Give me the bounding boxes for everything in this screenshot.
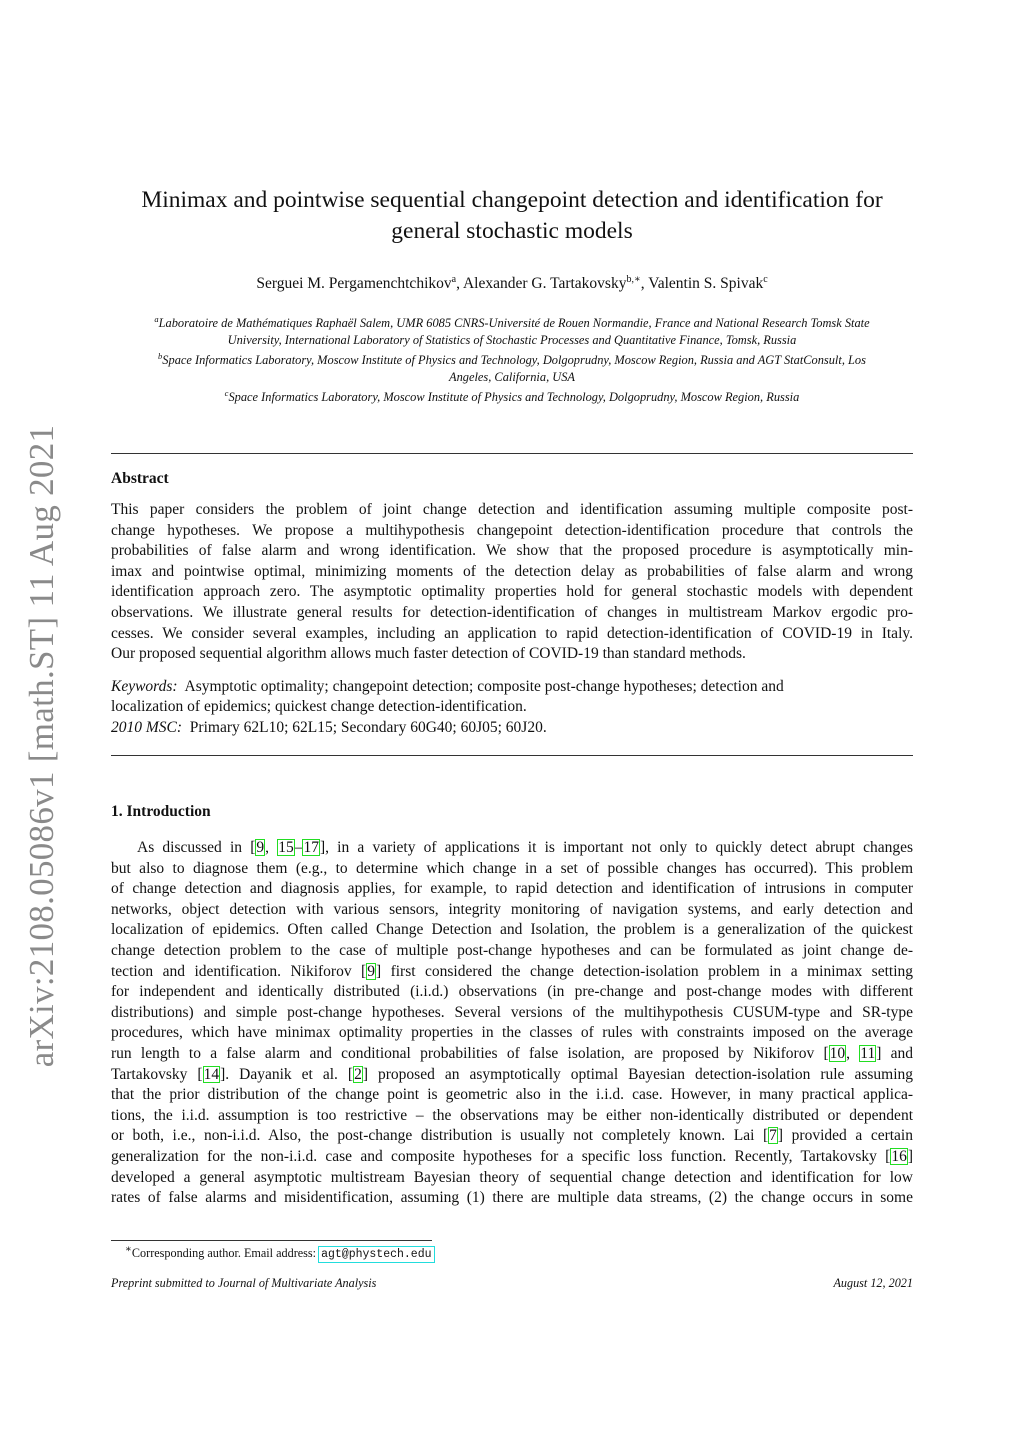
abstract-line: change hypotheses. We propose a multihypothesis changepoint detection-identification procedure that controls the (111, 521, 913, 539)
section-heading-introduction: 1. Introduction (111, 803, 211, 820)
introduction-line: run length to a false alarm and conditional probabilities of false isolation, are proposed by Nikiforov [10, 11] and (111, 1044, 914, 1062)
introduction-line: As discussed in [9, 15–17], in a variety of applications it is important not only to quickly detect abrupt changes (137, 839, 914, 856)
abstract-heading: Abstract (111, 470, 169, 487)
keywords-text: Asymptotic optimality; changepoint detection; composite post-change hypotheses; detection and (184, 678, 784, 695)
citation-link[interactable]: 15 (278, 839, 294, 856)
msc-label: 2010 MSC: (111, 718, 183, 736)
affiliation-line: Space Informatics Laboratory, Moscow Institute of Physics and Technology, Dolgoprudny, Moscow Region, Russia and AGT StatConsult, Los (162, 353, 866, 368)
introduction-line: that the prior distribution of the change point is geometric also in the i.i.d. case. However, in many practical applica- (111, 1086, 913, 1104)
abstract-body (111, 500, 913, 665)
author: Valentin S. Spivak (648, 275, 764, 293)
email-link[interactable]: agt@phystech.edu (321, 1248, 432, 1262)
arxiv-identifier-stamp: arXiv:2108.05086v1 [math.ST] 11 Aug 2021 (22, 424, 61, 1068)
citation-link[interactable]: 11 (860, 1044, 876, 1062)
abstract-line: imax and pointwise optimal, minimizing moments of the detection delay as probabilities of false alarm and wrong (111, 562, 913, 580)
author: Serguei M. Pergamenchtchikov (256, 275, 452, 293)
citation-link[interactable]: 7 (769, 1127, 777, 1145)
introduction-line: rates of false alarms and misidentification, assuming (1) there are multiple data streams, (2) the change occurs in some (111, 1189, 913, 1207)
abstract-line: observations. We illustrate general results for detection-identification of changes in multistream Markov ergodic pro- (111, 603, 913, 621)
introduction-line: tection and identification. Nikiforov [9] first considered the change detection-isolation problem in a minimax setting (111, 962, 913, 980)
page-footer (111, 1276, 913, 1291)
affiliation-line: Laboratoire de Mathématiques Raphaël Salem, UMR 6085 CNRS-Université de Rouen Normandie, France and National Research Tomsk State (158, 316, 870, 331)
citation-link[interactable]: 10 (829, 1044, 846, 1062)
introduction-line: developed a general asymptotic multistream Bayesian theory of sequential change detection and identification for low (111, 1168, 913, 1186)
citation-link[interactable]: 17 (303, 839, 319, 856)
affiliation-mark: c (224, 388, 229, 399)
footnote-text: Corresponding author. Email address: (131, 1246, 320, 1261)
citation-link[interactable]: 16 (891, 1147, 907, 1165)
citation-link[interactable]: 14 (203, 1065, 220, 1083)
title-line-1: Minimax and pointwise sequential changepoint detection and identification for (141, 187, 883, 213)
keywords (111, 677, 913, 738)
affiliation-line: Angeles, California, USA (449, 369, 575, 384)
abstract-line: probabilities of false alarm and wrong identification. We show that the proposed procedure is asymptotically min- (111, 542, 913, 560)
divider (111, 453, 913, 454)
footnote-mark: ∗ (125, 1244, 132, 1255)
introduction-line: localization of epidemics. Often called Change Detection and Isolation, the problem is a generalization of the quickest (111, 921, 913, 939)
affiliation-mark: a (154, 314, 159, 324)
affiliation-mark: b (158, 351, 163, 362)
affiliation-a (112, 311, 912, 332)
footnote (125, 1244, 434, 1261)
abstract-line: cesses. We consider several examples, including an application to rapid detection-identification of COVID-19 in Italy. (111, 624, 913, 642)
affiliation-line: University, International Laboratory of Statistics of Stochastic Processes and Quantitative Finance, Tomsk, Russia (227, 332, 797, 347)
introduction-line: generalization for the non-i.i.d. case and composite hypotheses for a specific loss function. Recently, Tartakovsky [16] (111, 1147, 913, 1165)
abstract-line: Our proposed sequential algorithm allows much faster detection of COVID-19 than standard methods. (111, 645, 746, 663)
paper-title (0, 185, 1024, 247)
affiliation-c (112, 385, 912, 406)
author: Alexander G. Tartakovsky (462, 275, 627, 293)
abstract-line: This paper considers the problem of joint change detection and identification assuming multiple composite post- (111, 501, 913, 518)
abstract-line: identification approach zero. The asymptotic optimality properties hold for general stochastic models with dependent (111, 583, 913, 601)
introduction-line: Tartakovsky [14]. Dayanik et al. [2] proposed an asymptotically optimal Bayesian detection-isolation rule assuming (111, 1065, 913, 1083)
introduction-line: for independent and identically distributed (i.i.d.) observations (in pre-change and post-change modes with different (111, 983, 913, 1001)
title-line-2: general stochastic models (391, 218, 633, 244)
introduction-line: change detection problem to the case of multiple post-change hypotheses and can be formulated as joint change de- (111, 941, 913, 959)
footer-date: August 12, 2021 (833, 1276, 913, 1290)
introduction-body (111, 838, 913, 1209)
introduction-line: or both, i.e., non-i.i.d. Also, the post-change distribution is usually not completely known. Lai [7] provided a certain (111, 1127, 913, 1145)
keywords-label: Keywords: (111, 678, 178, 695)
affiliation-b (112, 348, 912, 369)
footer-journal: Preprint submitted to Journal of Multivariate Analysis (111, 1276, 377, 1290)
affiliations (112, 311, 912, 406)
introduction-line: networks, object detection with various sensors, integrity monitoring of navigation systems, and early detection and (111, 900, 913, 918)
author-list: Serguei M. Pergamenchtchikov$^a$, Alexander G. Tartakovsky$^{b,∗}$, Valentin S. Spivak$^c$ (256, 274, 768, 293)
author-mark: c (763, 274, 768, 285)
divider (111, 755, 913, 756)
introduction-line: procedures, which have minimax optimality properties in the classes of rules with constraints imposed on the average (111, 1024, 913, 1042)
citation-link[interactable]: 2 (354, 1065, 362, 1083)
introduction-line: distributions) and simple post-change hypotheses. Several versions of the multihypothesis CUSUM-type and SR-type (111, 1003, 913, 1021)
citation-link[interactable]: 9 (367, 962, 375, 980)
introduction-line: tions, the i.i.d. assumption is too restrictive – the observations may be either non-identically distributed or dependent (111, 1106, 913, 1124)
msc-text: Primary 62L10; 62L15; Secondary 60G40; 60J05; 60J20. (189, 718, 547, 736)
author-mark: b,∗ (626, 274, 641, 285)
citation-link[interactable]: 9 (256, 839, 265, 856)
introduction-line: but also to diagnose them (e.g., to determine which change in a set of possible changes has occurred). This problem (111, 859, 913, 877)
footnote-divider (111, 1240, 432, 1241)
keywords-text: localization of epidemics; quickest change detection-identification. (111, 698, 527, 716)
affiliation-line: Space Informatics Laboratory, Moscow Institute of Physics and Technology, Dolgoprudny, Moscow Region, Russia (228, 390, 800, 405)
introduction-line: of change detection and diagnosis applies, for example, to rapid detection and identification of intrusions in computer (111, 880, 913, 898)
author-mark: a (451, 274, 457, 285)
